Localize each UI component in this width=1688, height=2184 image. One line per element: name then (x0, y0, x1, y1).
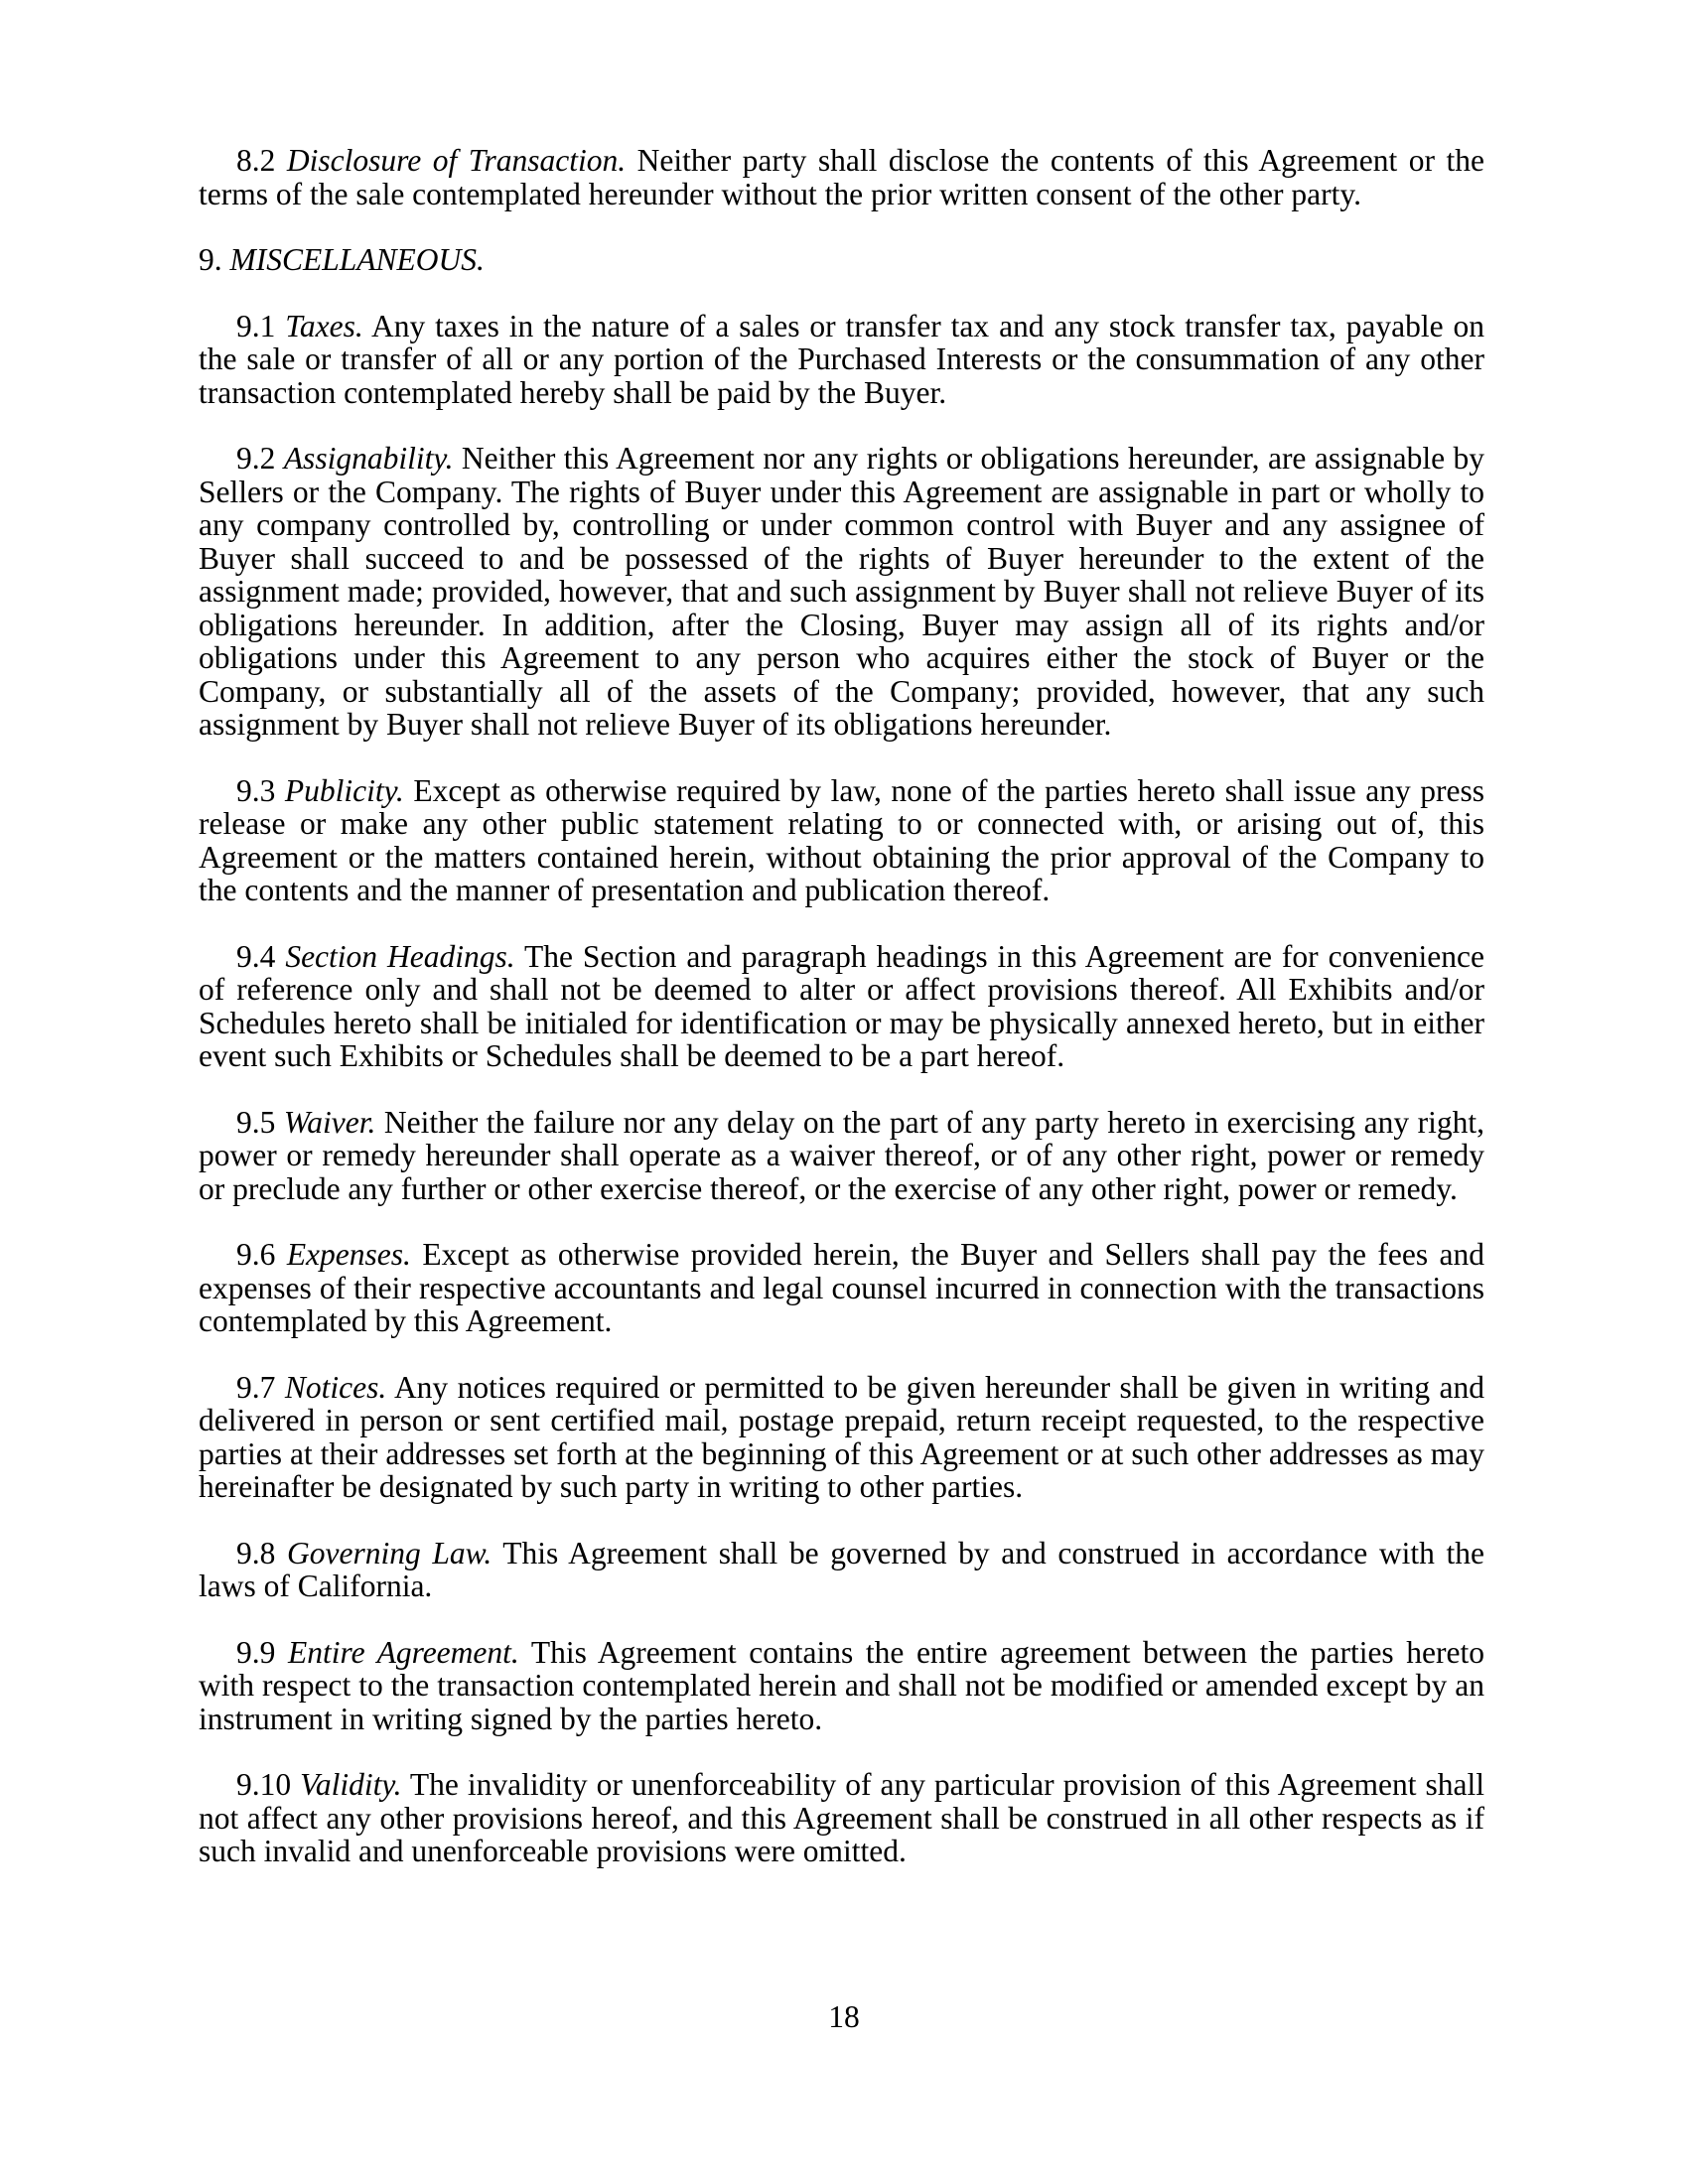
document-body (199, 144, 1484, 1868)
section-number: 9.1 (236, 308, 276, 343)
section-9-8 (199, 1537, 1484, 1603)
section-number: 9.9 (236, 1634, 276, 1670)
section-number: 9.3 (236, 772, 276, 808)
section-text: The invalidity or unenforceability of any particular provision of this Agreement shall not affect any other provisions hereof, and this Agreement shall be construed in all other respects as if such invalid and unenforceable provisions were omitted. (199, 1767, 1484, 1868)
section-9-6 (199, 1238, 1484, 1338)
section-title: Validity. (300, 1767, 402, 1802)
section-title: Disclosure of Transaction. (286, 143, 627, 178)
section-title: Taxes. (285, 308, 363, 343)
section-9-9 (199, 1636, 1484, 1736)
section-title: Notices. (284, 1369, 387, 1405)
article-number: 9. (199, 242, 222, 277)
section-number: 9.10 (236, 1767, 292, 1802)
section-title: Entire Agreement. (288, 1634, 519, 1670)
section-title: Publicity. (284, 772, 404, 808)
section-number: 9.8 (236, 1535, 276, 1570)
section-number: 9.7 (236, 1369, 276, 1405)
section-number: 9.6 (236, 1237, 276, 1272)
section-title: Assignability. (283, 441, 454, 476)
section-text: Except as otherwise required by law, none of the parties hereto shall issue any press release or make any other public statement relating to or connected with, or arising out of, this Agreement or the matters contained herein, without obtaining the prior approval of the Company to the contents and the manner of presentation and publication thereof. (199, 772, 1485, 907)
section-9-2 (199, 442, 1484, 742)
section-9-5 (199, 1106, 1484, 1206)
page-number: 18 (828, 1999, 860, 2034)
section-title: Governing Law. (287, 1535, 492, 1570)
section-9-7 (199, 1371, 1484, 1504)
section-text: Any notices required or permitted to be given hereunder shall be given in writing and delivered in person or sent certified mail, postage prepaid, return receipt requested, to the respective parties at their addresses set forth at the beginning of this Agreement or at such other addresses as may hereinafter be designated by such party in writing to other parties. (199, 1369, 1485, 1504)
section-text: Neither party shall disclose the contents of this Agreement or the terms of the sale contemplated hereunder without the prior written consent of the other party. (199, 143, 1485, 211)
section-8-2 (199, 144, 1484, 210)
section-title: Expenses. (286, 1237, 411, 1272)
section-9-10 (199, 1768, 1484, 1868)
section-text: Neither this Agreement nor any rights or obligations hereunder, are assignable by Sellers or the Company. The rights of Buyer under this Agreement are assignable in part or wholly to any company controlled by, controlling or under common control with Buyer and any assignee of Buyer shall succeed to and be possessed of the rights of Buyer hereunder to the extent of the assignment made; provided, however, that and such assignment by Buyer shall not relieve Buyer of its obligations hereunder. In addition, after the Closing, Buyer may assign all of its rights and/or obligations under this Agreement to any person who acquires either the stock of Buyer or the Company, or substantially all of the assets of the Company; provided, however, that any such assignment by Buyer shall not relieve Buyer of its obligations hereunder. (199, 441, 1485, 742)
section-text: Neither the failure nor any delay on the part of any party hereto in exercising any right, power or remedy hereunder shall operate as a waiver thereof, or of any other right, power or remedy or preclude any further or other exercise thereof, or the exercise of any other right, power or remedy. (199, 1104, 1485, 1206)
section-text: The Section and paragraph headings in this Agreement are for convenience of reference only and shall not be deemed to alter or affect provisions thereof. All Exhibits and/or Schedules hereto shall be initialed for identification or may be physically annexed hereto, but in either event such Exhibits or Schedules shall be deemed to be a part hereof. (199, 938, 1485, 1073)
section-text: This Agreement shall be governed by and construed in accordance with the laws of California. (199, 1535, 1484, 1603)
article-title: MISCELLANEOUS. (229, 242, 485, 277)
section-9-4 (199, 940, 1484, 1073)
section-text: Any taxes in the nature of a sales or transfer tax and any stock transfer tax, payable on the sale or transfer of all or any portion of the Purchased Interests or the consummation of any other transaction contemplated hereby shall be paid by the Buyer. (199, 308, 1485, 410)
section-9-3 (199, 774, 1484, 907)
section-title: Waiver. (283, 1104, 376, 1140)
section-text: Except as otherwise provided herein, the Buyer and Sellers shall pay the fees and expenses of their respective accountants and legal counsel incurred in connection with the transactions contemplated by this Agreement. (199, 1237, 1484, 1338)
section-number: 9.2 (236, 441, 276, 476)
section-number: 9.5 (236, 1104, 276, 1140)
section-number: 8.2 (236, 143, 276, 178)
section-number: 9.4 (236, 938, 276, 974)
section-text: This Agreement contains the entire agreement between the parties hereto with respect to the transaction contemplated herein and shall not be modified or amended except by an instrument in writing signed by the parties hereto. (199, 1634, 1485, 1736)
article-9-heading (199, 243, 1484, 277)
section-title: Section Headings. (285, 938, 515, 974)
section-9-1 (199, 310, 1484, 410)
